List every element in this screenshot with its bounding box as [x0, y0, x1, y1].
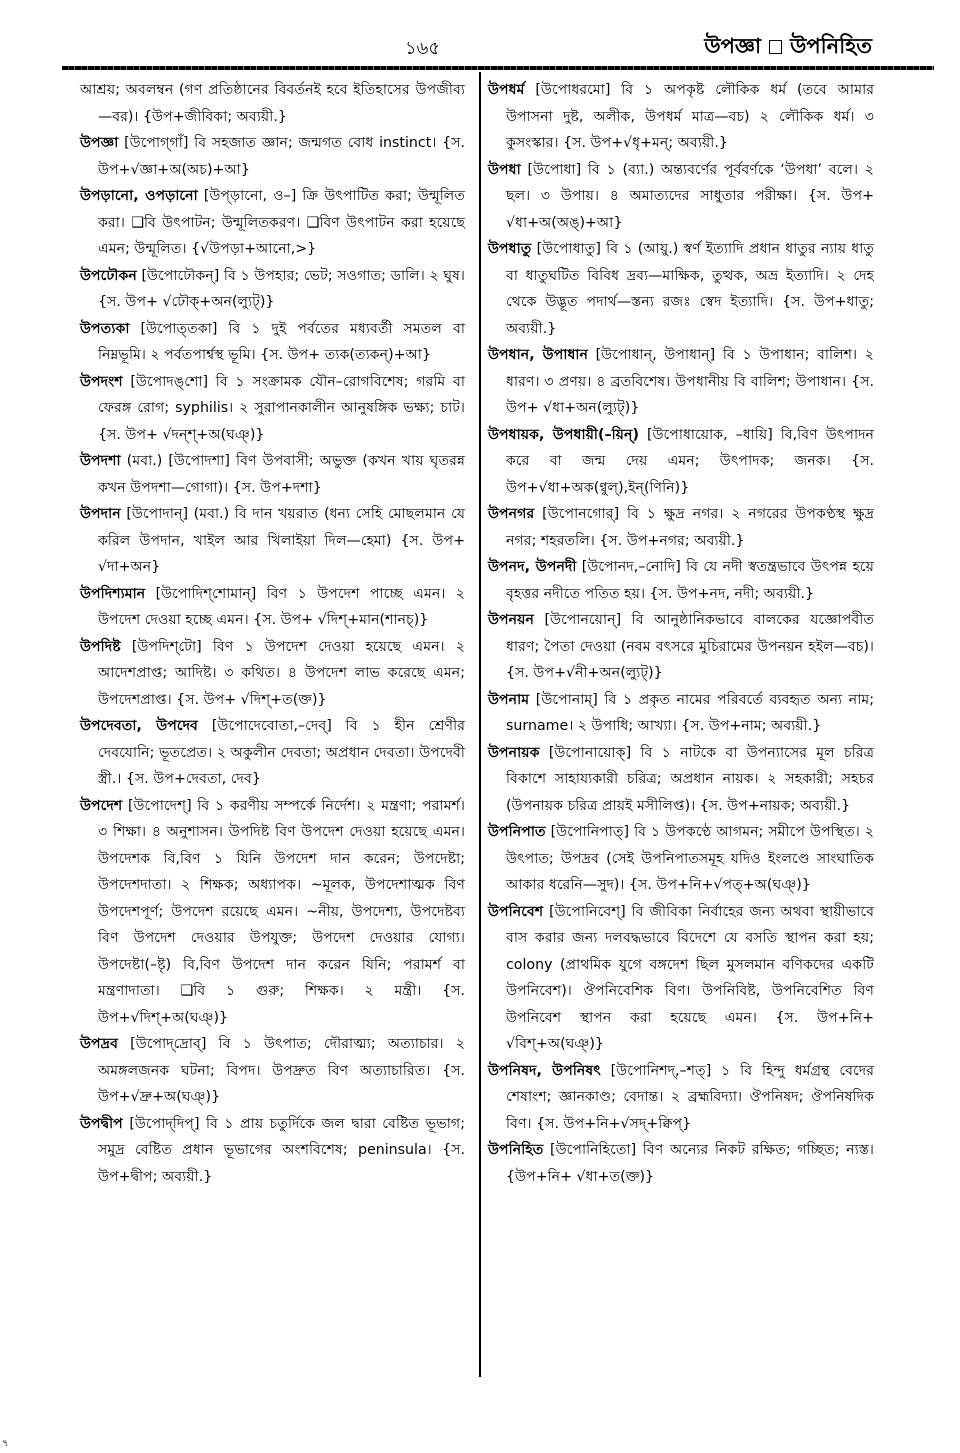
running-head-first: উপজ্ঞা	[704, 34, 762, 58]
dictionary-entry	[80, 448, 465, 501]
entry-headword: উপনাম	[488, 691, 530, 708]
entry-headword: উপধা	[488, 161, 521, 178]
entry-definition: [উপোদ্‌দ্রোব্] বি ১ উৎপাত; দৌরাত্ম্য; অত্যাচার। ২ অমঙ্গলজনক ঘটনা; বিপদ। উপদ্রুত বিণ অত্যাচারিত। {স. উপ+√দ্রু+অ(ঘঞ্)}	[98, 1036, 465, 1105]
entry-definition: [উপোনয়োন্] বি আনুষ্ঠানিকভাবে বালকের যজ্ঞোপবীত ধারণ; পৈতা দেওয়া (নবম বৎসরে মুচিরামের উপনয়ন হইল—বচ)। {স. উপ+√নী+অন(ল্যুট্)}	[506, 612, 874, 681]
entry-continuation: আশ্রয়; অবলম্বন (গণ প্রতিষ্ঠানের বিবর্তনই হবে ইতিহাসের উপজীব্য —বর)। {উপ+জীবিকা; অব্যয়ী.}	[80, 82, 465, 125]
dictionary-entry	[80, 501, 465, 581]
dictionary-entry	[80, 77, 465, 130]
dictionary-entry	[488, 687, 874, 740]
entry-definition: [উপোদান্] (মবা.) বি দান খয়রাত (ধন্য সেহি মোছলমান যে করিল উপদান, খাইল আর খিলাইয়া দিল—হেমা) {স. উপ+ √দা+অন}	[98, 506, 465, 575]
entry-headword: উপনিহিত	[488, 1142, 544, 1158]
entry-definition: [উপোদেশ্] বি ১ করণীয় সম্পর্কে নির্দেশ। ২ মন্ত্রণা; পরামর্শ। ৩ শিক্ষা। ৪ অনুশাসন। উপদিষ্ট বিণ উপদেশ দেওয়া হয়েছে এমন। উপদেশক বি,বিণ ১ যিনি উপদেশ দান করেন; উপদেষ্টা; উপদেশদাতা। ২ শিক্ষক; অধ্যাপক। ~মূলক, উপদেশাত্মক বিণ উপদেশপূর্ণ; উপদেশ রয়েছে এমন। ~নীয়, উপদেশ্য, উপদেষ্টব্য বিণ উপদেশ দেওয়ার উপযুক্ত; উপদেশ দেওয়ার যোগ্য। উপদেষ্টা(–ষ্টৃ) বি,বিণ উপদেশ দান করেন যিনি; পরামর্শ বা মন্ত্রণাদাতা। ❑বি ১ গুরু; শিক্ষক। ২ মন্ত্রী। {স. উপ+√দিশ্+অ(ঘঞ্)}	[98, 797, 465, 1026]
entry-headword: উপধাতু	[488, 241, 532, 257]
entry-definition: [উপোদ্‌দিপ্] বি ১ প্রায় চতুর্দিকে জল দ্বারা বেষ্টিত ভূভাগ; সমুদ্র বেষ্টিত প্রধান ভূভাগের অংশবিশেষ; peninsula। {স. উপ+দ্বীপ; অব্যয়ী.}	[98, 1115, 465, 1185]
entry-headword: উপনিষদ, উপনিষৎ	[488, 1062, 601, 1079]
entry-headword: উপদেশ	[80, 797, 123, 814]
dictionary-entry	[80, 316, 465, 369]
entry-definition: [উপোনাম্] বি ১ প্রকৃত নামের পরিবর্তে ব্যবহৃত অন্য নাম; surname। ২ উপাধি; আখ্যা। {স. উপ+নাম; অব্যয়ী.}	[506, 691, 874, 734]
entry-headword: উপদিশ্যমান	[80, 585, 146, 602]
entry-headword: উপধান, উপাধান	[488, 347, 588, 363]
entry-definition: [উপোনিহিতো] বিণ অন্যের নিকট রক্ষিত; গচ্ছিত; ন্যস্ত। {উপ+নি+ √ধা+ত(ক্ত)}	[506, 1142, 875, 1185]
entry-headword: উপনিপাত	[488, 824, 546, 840]
entry-headword: উপনগর	[488, 506, 535, 522]
entry-definition: [উপোনায়োক্] বি ১ নাটকে বা উপন্যাসের মূল চরিত্র বিকাশে সাহায্যকারী চরিত্র; অপ্রধান নায়ক। ২ সহকারী; সহচর (উপনায়ক চরিত্র প্রায়ই মসীলিপ্ত)। {স. উপ+নায়ক; অব্যয়ী.}	[506, 744, 875, 814]
dictionary-entry	[488, 157, 874, 237]
entry-headword: উপদান	[80, 506, 121, 522]
right-column	[488, 77, 874, 1190]
dictionary-entry	[488, 740, 874, 820]
left-column	[80, 77, 465, 1190]
dictionary-entry	[80, 1031, 465, 1111]
column-divider	[479, 72, 481, 1377]
entry-headword: উপঢৌকন	[80, 267, 137, 284]
box-separator-icon	[769, 40, 782, 54]
entry-definition: [উপোগ্‌গাঁ] বি সহজাত জ্ঞান; জন্মগত বোধ instinct। {স. উপ+√জ্ঞা+অ(অচ)+আ}	[98, 135, 465, 178]
entry-definition: [উপোধান্, উপাধান্] বি ১ উপাধান; বালিশ। ২ ধারণ। ৩ প্রণয়। ৪ ব্রতবিশেষ। উপধানীয় বি বালিশ; উপাধান। {স. উপ+ √ধা+অন(ল্যুট্)}	[506, 347, 874, 416]
entry-definition: [উপোনগোর্] বি ১ ক্ষুদ্র নগর। ২ নগরের উপকণ্ঠস্থ ক্ষুদ্র নগর; শহরতলি। {স. উপ+নগর; অব্যয়ী.}	[506, 506, 874, 549]
dictionary-entry	[488, 607, 874, 687]
entry-definition: [উপোঢৌকন্] বি ১ উপহার; ভেট; সওগাত; ডালি। ২ ঘুষ। {স. উপ+ √ঢৌক্+অন(ল্যুট্)}	[98, 267, 465, 310]
dictionary-entry	[80, 581, 465, 634]
entry-headword: উপনদ, উপনদী	[488, 559, 577, 575]
dictionary-entry	[80, 263, 465, 316]
entry-definition: [উপোনদ,–নোদি] বি যে নদী স্বতন্ত্রভাবে উৎপন্ন হয়ে বৃহত্তর নদীতে পতিত হয়। {স. উপ+নদ, নদী; অব্যয়ী.}	[506, 559, 874, 602]
dictionary-entry	[80, 130, 465, 183]
dictionary-entry	[488, 899, 874, 1058]
entry-headword: উপধায়ক, উপধায়ী(–য়িন্)	[488, 426, 639, 443]
entry-headword: উপত্যকা	[80, 320, 130, 337]
dictionary-entry	[80, 634, 465, 714]
dictionary-entry	[488, 422, 874, 502]
corner-mark: ৭	[2, 1438, 9, 1449]
entry-headword: উপড়ানো, ওপড়ানো	[80, 188, 198, 204]
entry-headword: উপদেবতা, উপদেব	[80, 718, 198, 734]
dictionary-entry	[488, 342, 874, 422]
entry-definition: [উপোধা] বি ১ (ব্যা.) অন্ত্যবর্ণের পূর্ববর্ণকে ‘উপধা’ বলে। ২ ছল। ৩ উপায়। ৪ অমাত্যদের সাধুতার পরীক্ষা। {স. উপ+ √ধা+অ(অঙ্)+আ}	[506, 161, 874, 231]
dictionary-entry	[80, 1111, 465, 1191]
entry-headword: উপনয়ন	[488, 612, 534, 628]
running-head	[704, 30, 872, 65]
entry-definition: [উপদিশ্‌টো] বিণ ১ উপদেশ দেওয়া হয়েছে এমন। ২ আদেশপ্রাপ্ত; আদিষ্ট। ৩ কথিত। ৪ উপদেশ লাভ করেছে এমন; উপদেশপ্রাপ্ত। {স. উপ+ √দিশ্+ত(ক্ত)}	[98, 638, 465, 708]
entry-definition: [উপোদেবোতা,–দেব্] বি ১ হীন শ্রেণীর দেবযোনি; ভূতপ্রেত। ২ অকুলীন দেবতা; অপ্রধান দেবতা। উপদেবী স্ত্রী.। {স. উপ+দেবতা, দেব}	[98, 718, 465, 787]
entry-definition: [উপ্‌ড়ানো, ও–] ক্রি উৎপাটিত করা; উন্মূলিত করা। ❑বি উৎপাটন; উন্মূলিতকরণ। ❑বিণ উৎপাটন করা হয়েছে এমন; উন্মূলিত। {√উপড়া+আনো,>}	[98, 188, 465, 257]
dictionary-entry	[488, 77, 874, 157]
dictionary-entry	[80, 793, 465, 1032]
entry-headword: উপনিবেশ	[488, 903, 544, 920]
dictionary-entry	[488, 554, 874, 607]
dictionary-entry	[80, 183, 465, 263]
header-rule	[62, 66, 934, 70]
entry-headword: উপদ্বীপ	[80, 1115, 123, 1132]
entry-definition: [উপোদিশ্‌শোমান্] বিণ ১ উপদেশ পাচ্ছে এমন। ২ উপদেশ দেওয়া হচ্ছে এমন। {স. উপ+ √দিশ্+মান(শানচ্)}	[98, 585, 465, 628]
entry-headword: উপনায়ক	[488, 744, 540, 761]
entry-definition: [উপোনিপাত্] বি ১ উপকণ্ঠে আগমন; সমীপে উপস্থিত। ২ উৎপাত; উপদ্রব (সেই উপনিপাতসমূহ যদিও ইংলণ্ডে সাংঘাতিক আকার ধরেনি—সুদ)। {স. উপ+নি+√পত্+অ(ঘঞ্)}	[506, 824, 875, 893]
entry-definition: [উপোধাতু] বি ১ (আয়ু.) স্বর্ণ ইত্যাদি প্রধান ধাতুর ন্যায় ধাতু বা ধাতুঘটিত বিবিধ দ্রব্য—মাক্ষিক, তুত্থক, অভ্র ইত্যাদি। ২ দেহ থেকে উদ্ভূত পদার্থ—স্তন্য রজঃ স্বেদ ইত্যাদি। {স. উপ+ধাতু; অব্যয়ী.}	[506, 241, 874, 337]
dictionary-entry	[488, 1058, 874, 1138]
dictionary-entry	[488, 1137, 874, 1190]
entry-headword: উপদশা	[80, 453, 121, 469]
entry-headword: উপদিষ্ট	[80, 638, 121, 655]
entry-headword: উপধর্ম	[488, 82, 525, 98]
dictionary-entry	[80, 713, 465, 793]
entry-definition: [উপোধায়োক, –ধায়ি] বি,বিণ উৎপাদন করে বা জন্ম দেয় এমন; উৎপাদক; জনক। {স. উপ+√ধা+অক(ণ্বুল্),ইন্(ণিনি)}	[506, 426, 874, 496]
running-head-last: উপনিহিত	[790, 34, 872, 58]
entry-definition: [উপোধরমো] বি ১ অপকৃষ্ট লৌকিক ধর্ম (তবে আমার উপাসনা দুষ্ট, অলীক, উপধর্ম মাত্র—বচ) ২ লৌকিক ধর্ম। ৩ কুসংস্কার। {স. উপ+√ধৃ+মন্; অব্যয়ী.}	[506, 82, 874, 151]
entry-definition: (মবা.) [উপোদশা] বিণ উপবাসী; অভুক্ত (কখন খায় ঘৃতরন্ন কখন উপদশা—গোগা)। {স. উপ+দশা}	[98, 453, 465, 496]
dictionary-entry	[488, 501, 874, 554]
page-number: ১৬৫	[405, 38, 441, 59]
entry-headword: উপদংশ	[80, 373, 123, 390]
entry-headword: উপদ্রব	[80, 1036, 119, 1052]
entry-headword: উপজ্ঞা	[80, 135, 119, 151]
entry-definition: [উপোনিশদ্,–শত্] ১ বি হিন্দু ধর্মগ্রন্থ বেদের শেষাংশ; জ্ঞানকাণ্ড; বেদান্ত। ২ ব্রহ্মবিদ্যা। ঔপনিষদ; ঔপনিষদিক বিণ। {স. উপ+নি+√সদ্+ক্বিপ্}	[506, 1062, 874, 1132]
entry-definition: [উপোদঙ্‌শো] বি ১ সংক্রামক যৌন–রোগবিশেষ; গরমি বা ফেরঙ্গ রোগ; syphilis। ২ সুরাপানকালীন আনুষঙ্গিক ভক্ষ্য; চাট। {স. উপ+ √দন্‌শ্+অ(ঘঞ্)}	[98, 373, 465, 443]
dictionary-entry	[488, 819, 874, 899]
dictionary-entry	[80, 369, 465, 449]
dictionary-entry	[488, 236, 874, 342]
entry-definition: [উপোত্‌তকা] বি ১ দুই পর্বতের মধ্যবর্তী সমতল বা নিম্নভূমি। ২ পর্বতপার্শ্বস্থ ভূমি। {স. উপ+ ত্যক(ত্যকন্)+আ}	[98, 320, 465, 363]
entry-definition: [উপোনিবেশ্] বি জীবিকা নির্বাহের জন্য অথবা স্থায়ীভাবে বাস করার জন্য দলবদ্ধভাবে বিদেশে যে বসতি স্থাপন করা হয়; colony (প্রাথমিক যুগে বঙ্গদেশ ছিল মুসলমান বণিকদের একটি উপনিবেশ)। ঔপনিবেশিক বিণ। উপনিবিষ্ট, উপনিবেশিত বিণ উপনিবেশ স্থাপন করা হয়েছে এমন। {স. উপ+নি+ √বিশ্+অ(ঘঞ্)}	[506, 903, 874, 1052]
